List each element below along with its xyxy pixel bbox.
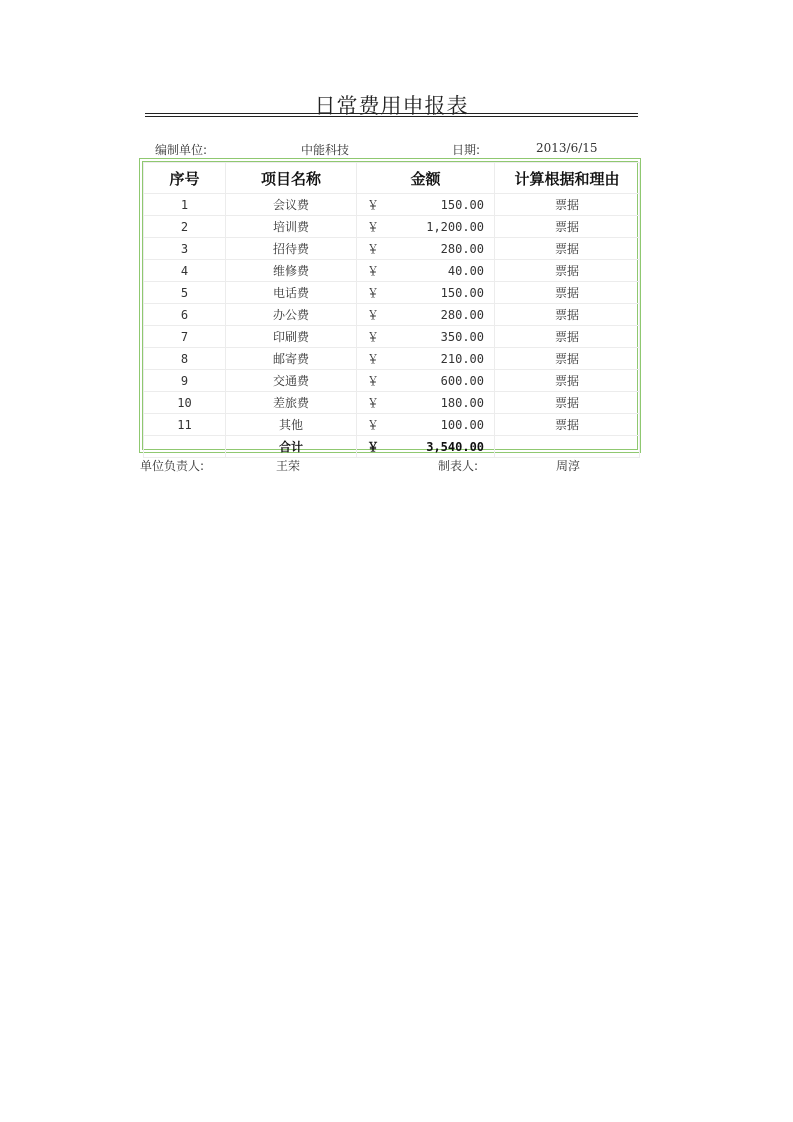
row-index: 5 — [144, 282, 226, 304]
row-index: 10 — [144, 392, 226, 414]
row-basis: 票据 — [495, 216, 640, 238]
row-amount: 280.00 — [395, 238, 495, 260]
row-amount: 280.00 — [395, 304, 495, 326]
preparer-value: 周淳 — [556, 459, 581, 473]
row-item: 会议费 — [226, 194, 357, 216]
header-amount: 金额 — [357, 163, 495, 194]
expense-table — [143, 162, 640, 458]
manager-value: 王荣 — [276, 459, 301, 473]
manager-label: 单位负责人: — [140, 459, 205, 473]
row-currency: ￥ — [357, 392, 395, 414]
unit-label: 编制单位: — [155, 143, 208, 157]
row-amount: 1,200.00 — [395, 216, 495, 238]
total-currency: ￥ — [357, 436, 395, 458]
title-underline-second — [145, 116, 638, 117]
row-basis: 票据 — [495, 282, 640, 304]
total-row — [144, 436, 640, 458]
total-label: 合计 — [226, 436, 357, 458]
row-index: 6 — [144, 304, 226, 326]
row-basis: 票据 — [495, 194, 640, 216]
total-spacer — [144, 436, 226, 458]
row-index: 11 — [144, 414, 226, 436]
row-basis: 票据 — [495, 348, 640, 370]
row-basis: 票据 — [495, 392, 640, 414]
table-row — [144, 194, 640, 216]
row-basis: 票据 — [495, 414, 640, 436]
table-row — [144, 392, 640, 414]
row-item: 印刷费 — [226, 326, 357, 348]
date-value: 2013/6/15 — [536, 141, 598, 155]
table-row — [144, 216, 640, 238]
date-label: 日期: — [452, 143, 481, 157]
row-item: 维修费 — [226, 260, 357, 282]
row-basis: 票据 — [495, 304, 640, 326]
table-row — [144, 414, 640, 436]
row-item: 办公费 — [226, 304, 357, 326]
row-item: 交通费 — [226, 370, 357, 392]
row-amount: 100.00 — [395, 414, 495, 436]
row-item: 电话费 — [226, 282, 357, 304]
row-amount: 210.00 — [395, 348, 495, 370]
row-currency: ￥ — [357, 194, 395, 216]
row-amount: 180.00 — [395, 392, 495, 414]
row-index: 2 — [144, 216, 226, 238]
row-item: 差旅费 — [226, 392, 357, 414]
row-basis: 票据 — [495, 326, 640, 348]
row-amount: 150.00 — [395, 194, 495, 216]
header-basis: 计算根据和理由 — [495, 163, 640, 194]
row-amount: 350.00 — [395, 326, 495, 348]
row-index: 7 — [144, 326, 226, 348]
row-amount: 150.00 — [395, 282, 495, 304]
row-index: 8 — [144, 348, 226, 370]
row-basis: 票据 — [495, 260, 640, 282]
row-currency: ￥ — [357, 326, 395, 348]
table-row — [144, 348, 640, 370]
table-row — [144, 238, 640, 260]
row-item: 邮寄费 — [226, 348, 357, 370]
total-basis-empty — [495, 436, 640, 458]
row-index: 4 — [144, 260, 226, 282]
row-currency: ￥ — [357, 260, 395, 282]
row-item: 培训费 — [226, 216, 357, 238]
unit-value: 中能科技 — [301, 143, 350, 157]
row-basis: 票据 — [495, 370, 640, 392]
table-row — [144, 326, 640, 348]
expense-table-frame — [139, 158, 641, 453]
row-currency: ￥ — [357, 414, 395, 436]
row-index: 9 — [144, 370, 226, 392]
table-row — [144, 370, 640, 392]
row-currency: ￥ — [357, 238, 395, 260]
table-header-row — [144, 163, 640, 194]
preparer-label: 制表人: — [438, 459, 479, 473]
row-currency: ￥ — [357, 348, 395, 370]
row-index: 1 — [144, 194, 226, 216]
row-basis: 票据 — [495, 238, 640, 260]
table-row — [144, 260, 640, 282]
row-currency: ￥ — [357, 282, 395, 304]
row-currency: ￥ — [357, 304, 395, 326]
header-index: 序号 — [144, 163, 226, 194]
row-currency: ￥ — [357, 370, 395, 392]
table-row — [144, 304, 640, 326]
page-title: 日常费用申报表 — [314, 94, 469, 118]
header-item: 项目名称 — [226, 163, 357, 194]
title-underline — [145, 113, 638, 114]
table-body — [144, 194, 640, 458]
table-row — [144, 282, 640, 304]
row-item: 招待费 — [226, 238, 357, 260]
row-amount: 600.00 — [395, 370, 495, 392]
row-item: 其他 — [226, 414, 357, 436]
row-currency: ￥ — [357, 216, 395, 238]
total-amount: 3,540.00 — [395, 436, 495, 458]
expense-table-inner-border — [142, 161, 638, 454]
row-index: 3 — [144, 238, 226, 260]
row-amount: 40.00 — [395, 260, 495, 282]
title-block — [145, 88, 638, 118]
